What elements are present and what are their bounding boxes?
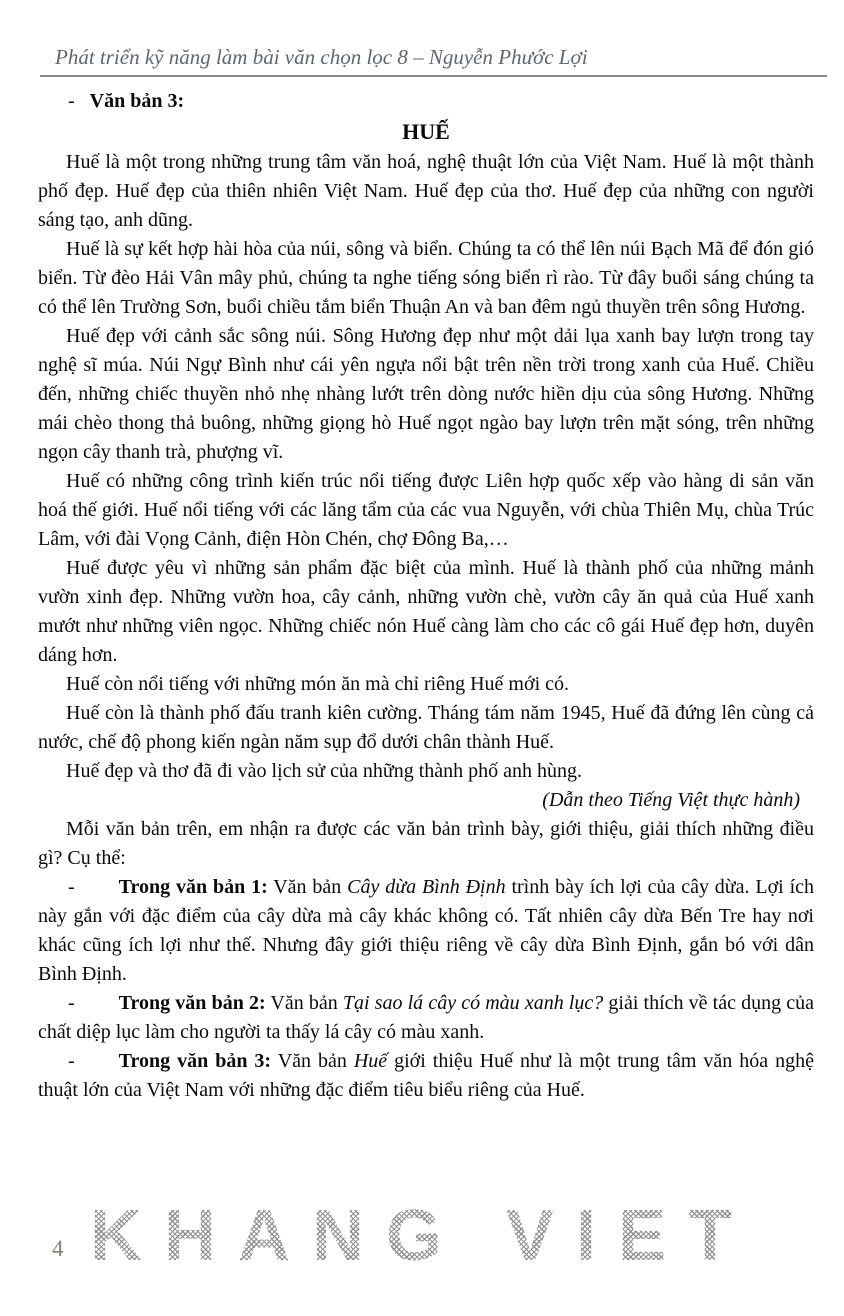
list-item-label: Trong văn bản 1: (118, 876, 268, 899)
list-item-text: trình bày ích lợi của cây dừa. Lợi ích này gắn với đặc điểm của cây dừa mà cây khác không có. Tất nhiên cây dừa Bến Tre hay nơi khác cũng ích lợi như thế. Nhưng đây giới thiệu riêng về cây dừa Bình Định, gắn bó với dân Bình Định. (38, 876, 815, 986)
list-item-text: giới thiệu Huế như là một trung tâm văn hóa nghệ thuật lớn của Việt Nam với những đặc điểm tiêu biểu riêng của Huế. (38, 1050, 814, 1102)
body-paragraph: Huế đẹp và thơ đã đi vào lịch sử của những thành phố anh hùng. (66, 760, 583, 783)
body-paragraph: Huế đẹp với cảnh sắc sông núi. Sông Hương đẹp như một dải lụa xanh bay lượn trong tay nghệ sĩ múa. Núi Ngự Bình như cái yên ngựa nổi bật trên nền trời trong xanh của Huế. Chiều đến, những chiếc thuyền nhỏ nhẹ nhàng lướt trên dòng nước hiền dịu của sông Hương. Những mái chèo thong thả buông, những giọng hò Huế ngọt ngào bay lượn trên mặt sóng, trên những ngọn cây thanh trà, phượng vĩ. (38, 325, 814, 464)
list-item (38, 989, 814, 1047)
source-attribution: (Dẫn theo Tiếng Việt thực hành) (542, 789, 800, 812)
list-item-pre: Văn bản (267, 876, 348, 899)
running-header (0, 0, 844, 77)
body-paragraph: Huế được yêu vì những sản phẩm đặc biệt của mình. Huế là thành phố của những mảnh vườn xinh đẹp. Những vườn hoa, cây cảnh, những vườn chè, vườn cây ăn quả của Huế xanh mướt như những viên ngọc. Những chiếc nón Huế càng làm cho các cô gái Huế đẹp hơn, duyên dáng hơn. (38, 557, 814, 667)
publisher-watermark: KHANG VIET (90, 1196, 755, 1276)
body-paragraph: Huế là một trong những trung tâm văn hoá, nghệ thuật lớn của Việt Nam. Huế là một thành phố đẹp. Huế đẹp của thiên nhiên Việt Nam. Huế đẹp của thơ. Huế đẹp của những con người sáng tạo, anh dũng. (38, 151, 814, 232)
list-item-work-title: Cây dừa Bình Định (347, 876, 506, 899)
question-paragraph: Mỗi văn bản trên, em nhận ra được các văn bản trình bày, giới thiệu, giải thích những điều gì? Cụ thể: (38, 818, 814, 870)
page-content (0, 88, 844, 1105)
list-item-label: Trong văn bản 3: (118, 1050, 272, 1073)
section-label (68, 88, 814, 114)
list-item-dash: - (68, 876, 75, 899)
page-number: 4 (52, 1236, 64, 1261)
section-label-dash: - (68, 90, 75, 113)
section-label-text: Văn bản 3: (89, 90, 185, 113)
body-paragraph: Huế còn là thành phố đấu tranh kiên cường. Tháng tám năm 1945, Huế đã đứng lên cùng cả nước, chế độ phong kiến ngàn năm sụp đổ dưới chân thành Huế. (38, 702, 814, 754)
list-item-dash: - (68, 1050, 75, 1073)
body-paragraph: Huế là sự kết hợp hài hòa của núi, sông và biển. Chúng ta có thể lên núi Bạch Mã để đón gió biển. Từ đèo Hải Vân mây phủ, chúng ta nghe tiếng sóng biển rì rào. Từ đây buổi sáng chúng ta có thể lên Trường Sơn, buổi chiều tắm biển Thuận An và ban đêm ngủ thuyền trên sông Hương. (38, 238, 814, 319)
list-item-pre: Văn bản (271, 1050, 354, 1073)
body-paragraph: Huế có những công trình kiến trúc nổi tiếng được Liên hợp quốc xếp vào hàng di sản văn hoá thế giới. Huế nổi tiếng với các lăng tẩm của các vua Nguyễn, với chùa Thiên Mụ, chùa Trúc Lâm, với đài Vọng Cảnh, điện Hòn Chén, chợ Đông Ba,… (38, 470, 814, 551)
document-title: HUẾ (402, 119, 450, 145)
list-item-dash: - (68, 992, 75, 1015)
list-item-pre: Văn bản (265, 992, 343, 1015)
header-rule (40, 75, 827, 77)
list-item (38, 873, 814, 989)
list-item (38, 1047, 814, 1105)
running-header-title: Phát triển kỹ năng làm bài văn chọn lọc 8 – Nguyễn Phước Lợi (55, 45, 588, 69)
body-paragraph: Huế còn nổi tiếng với những món ăn mà chỉ riêng Huế mới có. (66, 673, 569, 696)
list-item-work-title: Tại sao lá cây có màu xanh lục? (342, 992, 604, 1015)
list-item-label: Trong văn bản 2: (118, 992, 266, 1015)
list-item-text: giải thích về tác dụng của chất diệp lục làm cho người ta thấy lá cây có màu xanh. (38, 992, 815, 1044)
list-item-work-title: Huế (353, 1050, 388, 1073)
